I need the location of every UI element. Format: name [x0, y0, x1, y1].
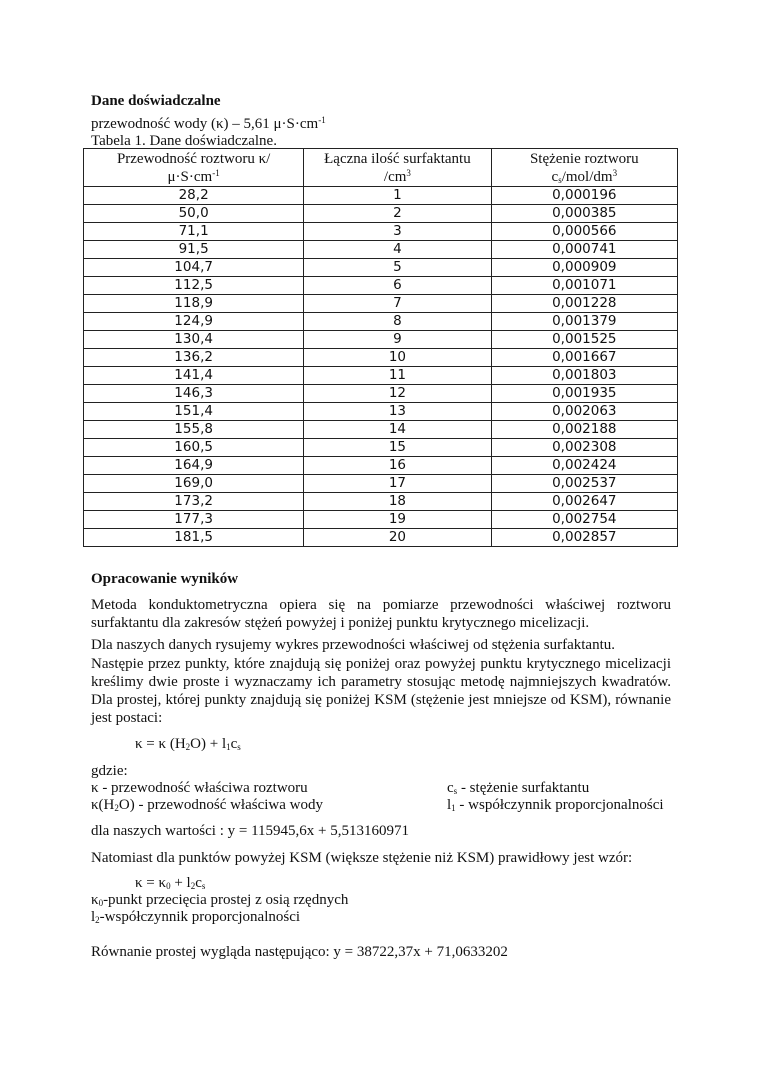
cell-concentration: 0,001935	[491, 385, 677, 403]
table-row	[84, 295, 678, 313]
cell-surfactant-volume: 14	[304, 421, 491, 439]
cell-conductivity: 91,5	[84, 241, 304, 259]
paragraph-regression: Następie przez punkty, które znajdują się poniżej oraz powyżej punktu krytycznego micelizacji kreślimy dwie proste i wyznaczamy ich parametry stosując metodę najmniejszych kwadratów. Dla prostej, której punkty znajdują się poniżej KSM (stężenie jest mniejsze od KSM), równanie jest postaci:	[91, 656, 671, 726]
table-row	[84, 457, 678, 475]
cell-conductivity: 71,1	[84, 223, 304, 241]
cell-conductivity: 173,2	[84, 493, 304, 511]
result-equation-2: Równanie prostej wygląda następująco: y = 38722,37x + 71,0633202	[91, 944, 508, 960]
cell-surfactant-volume: 18	[304, 493, 491, 511]
paragraph-above-ksm: Natomiast dla punktów powyżej KSM (większe stężenie niż KSM) prawidłowy jest wzór:	[91, 850, 633, 866]
water-conductivity-text: przewodność wody (κ) – 5,61 μ·S·cm	[91, 116, 319, 132]
cell-surfactant-volume: 4	[304, 241, 491, 259]
table-row	[84, 367, 678, 385]
cell-concentration: 0,000385	[491, 205, 677, 223]
definition-cs: $c_s$ - stężenie surfaktantu	[447, 780, 590, 796]
table-caption: Tabela 1. Dane doświadczalne.	[91, 133, 277, 149]
cell-surfactant-volume: 9	[304, 331, 491, 349]
cell-surfactant-volume: 8	[304, 313, 491, 331]
table-row	[84, 205, 678, 223]
cell-concentration: 0,002188	[491, 421, 677, 439]
definition-l2: $l_2$-współczynnik proporcjonalności	[91, 909, 301, 925]
table-row	[84, 421, 678, 439]
cell-conductivity: 50,0	[84, 205, 304, 223]
cell-conductivity: 124,9	[84, 313, 304, 331]
cell-concentration: 0,002647	[491, 493, 677, 511]
cell-concentration: 0,002063	[491, 403, 677, 421]
cell-concentration: 0,002754	[491, 511, 677, 529]
table-row	[84, 313, 678, 331]
cell-conductivity: 104,7	[84, 259, 304, 277]
header-concentration: Stężenie roztworu $c_s/mol/dm^3$	[491, 149, 677, 187]
cell-conductivity: 118,9	[84, 295, 304, 313]
cell-concentration: 0,002537	[491, 475, 677, 493]
cell-surfactant-volume: 5	[304, 259, 491, 277]
cell-concentration: 0,001071	[491, 277, 677, 295]
cell-conductivity: 141,4	[84, 367, 304, 385]
table-row	[84, 241, 678, 259]
cell-concentration: 0,001803	[491, 367, 677, 385]
cell-surfactant-volume: 1	[304, 187, 491, 205]
cell-concentration: 0,000196	[491, 187, 677, 205]
cell-surfactant-volume: 3	[304, 223, 491, 241]
section-heading-results: Opracowanie wyników	[91, 571, 239, 587]
header-surfactant-volume: Łączna ilość surfaktantu $/cm^3$	[304, 149, 491, 187]
cell-surfactant-volume: 2	[304, 205, 491, 223]
cell-conductivity: 181,5	[84, 529, 304, 547]
cell-surfactant-volume: 16	[304, 457, 491, 475]
table-row	[84, 277, 678, 295]
cell-concentration: 0,000909	[491, 259, 677, 277]
table-header-row	[84, 149, 678, 187]
table-row	[84, 259, 678, 277]
equation-below-ksm: κ = κ $(H_2O) + l_1c_s$	[135, 736, 241, 752]
definition-kappa-water: $\kappa(H_2O)$ - przewodność właściwa wody	[91, 797, 323, 813]
equation-above-ksm: $\kappa = \kappa_0 + l_2c_s$	[135, 875, 206, 891]
table-row	[84, 331, 678, 349]
cell-concentration: 0,001667	[491, 349, 677, 367]
water-conductivity-line	[91, 115, 326, 133]
definition-k0: $\kappa_0$-punkt przecięcia prostej z osią rzędnych	[91, 892, 349, 908]
cell-surfactant-volume: 15	[304, 439, 491, 457]
table-row	[84, 439, 678, 457]
cell-conductivity: 146,3	[84, 385, 304, 403]
cell-conductivity: 177,3	[84, 511, 304, 529]
cell-concentration: 0,001525	[491, 331, 677, 349]
cell-concentration: 0,002857	[491, 529, 677, 547]
table-row	[84, 187, 678, 205]
cell-surfactant-volume: 10	[304, 349, 491, 367]
cell-concentration: 0,000741	[491, 241, 677, 259]
definition-kappa: κ - przewodność właściwa roztworu	[91, 780, 308, 796]
cell-surfactant-volume: 6	[304, 277, 491, 295]
section-heading-data: Dane doświadczalne	[91, 93, 221, 109]
where-label: gdzie:	[91, 763, 128, 779]
cell-concentration: 0,002424	[491, 457, 677, 475]
cell-conductivity: 136,2	[84, 349, 304, 367]
definition-l1: $l_1$ - współczynnik proporcjonalności	[447, 797, 664, 813]
table-row	[84, 349, 678, 367]
experimental-data-table	[83, 148, 678, 547]
paragraph-plot-intro: Dla naszych danych rysujemy wykres przewodności właściwej od stężenia surfaktantu.	[91, 637, 615, 653]
cell-conductivity: 160,5	[84, 439, 304, 457]
cell-surfactant-volume: 7	[304, 295, 491, 313]
cell-concentration: 0,001228	[491, 295, 677, 313]
cell-surfactant-volume: 12	[304, 385, 491, 403]
header-conductivity: Przewodność roztworu κ/ $\mu\cdot S\cdot cm^{-1}$	[84, 149, 304, 187]
cell-conductivity: 164,9	[84, 457, 304, 475]
table-row	[84, 493, 678, 511]
cell-surfactant-volume: 19	[304, 511, 491, 529]
table-row	[84, 511, 678, 529]
cell-surfactant-volume: 20	[304, 529, 491, 547]
table-row	[84, 403, 678, 421]
cell-conductivity: 28,2	[84, 187, 304, 205]
table-row	[84, 385, 678, 403]
exponent: -1	[318, 115, 326, 125]
cell-conductivity: 130,4	[84, 331, 304, 349]
table-row	[84, 475, 678, 493]
cell-concentration: 0,000566	[491, 223, 677, 241]
table-row	[84, 529, 678, 547]
result-equation-1: dla naszych wartości : y = 115945,6x + 5,513160971	[91, 823, 409, 839]
cell-concentration: 0,002308	[491, 439, 677, 457]
cell-conductivity: 155,8	[84, 421, 304, 439]
table-body	[84, 187, 678, 547]
cell-surfactant-volume: 17	[304, 475, 491, 493]
cell-conductivity: 151,4	[84, 403, 304, 421]
cell-concentration: 0,001379	[491, 313, 677, 331]
cell-conductivity: 112,5	[84, 277, 304, 295]
cell-conductivity: 169,0	[84, 475, 304, 493]
table-row	[84, 223, 678, 241]
cell-surfactant-volume: 13	[304, 403, 491, 421]
cell-surfactant-volume: 11	[304, 367, 491, 385]
paragraph-method: Metoda konduktometryczna opiera się na pomiarze przewodności właściwej roztworu surfaktantu dla zakresów stężeń powyżej i poniżej punktu krytycznego micelizacji.	[91, 597, 671, 631]
